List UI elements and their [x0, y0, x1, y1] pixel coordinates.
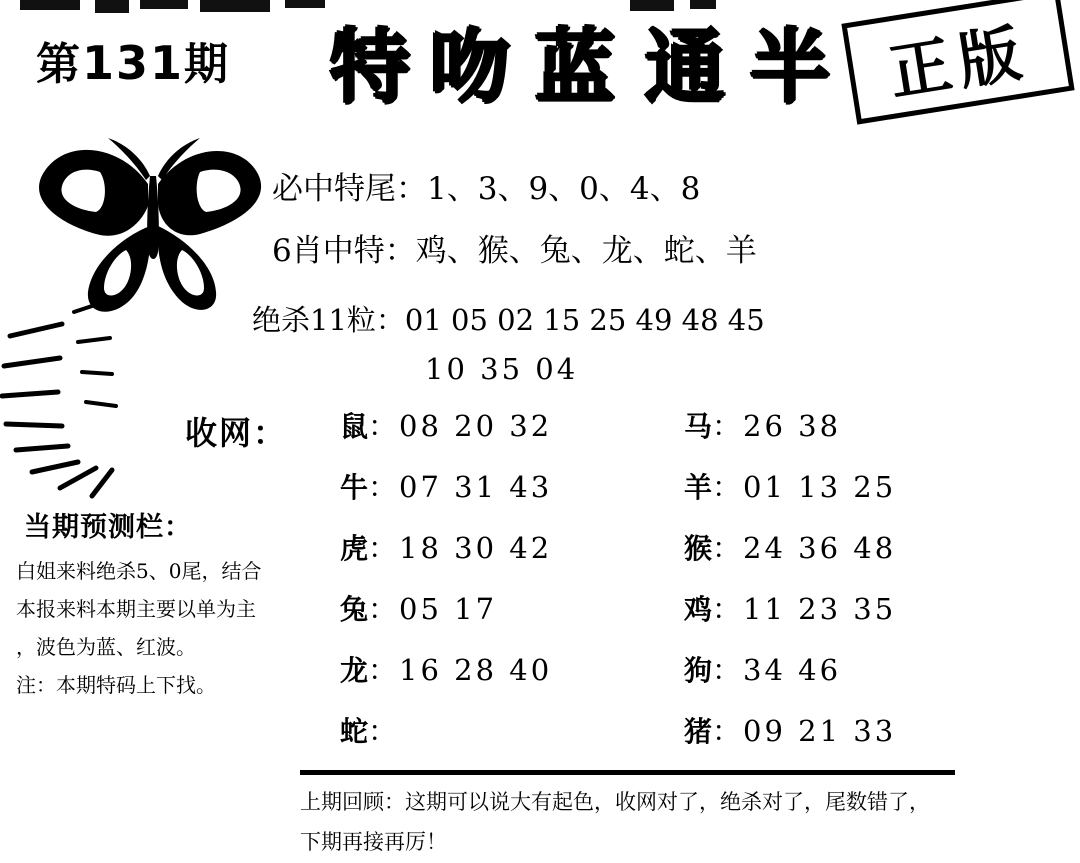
zodiac-name: 猪 [684, 715, 713, 748]
forecast-title: 当期预测栏： [24, 512, 192, 543]
table-row [340, 526, 980, 587]
zodiac-name: 牛 [340, 471, 369, 504]
zodiac-name: 猴 [684, 532, 713, 565]
zodiac-numbers: 16 28 40 [399, 653, 553, 687]
zodiac-colon: ： [368, 531, 398, 565]
six-zodiac-line [272, 225, 757, 270]
table-row [340, 709, 980, 770]
zodiac-numbers: 01 13 25 [743, 470, 897, 504]
review-line-1: 上期回顾：这期可以说大有起色，收网对了，绝杀对了，尾数错了， [300, 790, 930, 814]
zodiac-colon: ： [712, 714, 742, 748]
zodiac-entry-dog [636, 648, 980, 689]
review-line-2: 下期再接再厉！ [300, 830, 447, 854]
zodiac-colon: ： [368, 592, 398, 626]
zodiac-entry-snake [340, 709, 636, 750]
table-row [340, 648, 980, 709]
zodiac-colon: ： [712, 409, 742, 443]
six-zodiac-label: 6肖中特： [272, 233, 416, 269]
zodiac-entry-rooster [636, 587, 980, 628]
zodiac-entry-pig [636, 709, 980, 750]
forecast-body [16, 552, 302, 704]
zodiac-colon: ： [712, 592, 742, 626]
issue-number [36, 28, 230, 92]
zodiac-entry-monkey [636, 526, 980, 567]
horizontal-divider [300, 770, 955, 775]
zodiac-entry-ox [340, 465, 636, 506]
issue-label: 第 [36, 39, 82, 90]
zodiac-name: 龙 [340, 654, 369, 687]
previous-issue-review [300, 782, 1060, 862]
must-hit-tail-label: 必中特尾： [272, 171, 427, 207]
zodiac-numbers: 24 36 48 [743, 531, 897, 565]
zodiac-entry-goat [636, 465, 980, 506]
zodiac-colon: ： [368, 714, 398, 748]
masthead-char-4: 通 [645, 21, 725, 114]
zodiac-name: 虎 [340, 532, 369, 565]
zodiac-colon: ： [712, 470, 742, 504]
zodiac-entry-dragon [340, 648, 636, 689]
zodiac-colon: ： [368, 409, 398, 443]
masthead-char-5: 半 [750, 21, 830, 114]
zodiac-numbers: 18 30 42 [399, 531, 553, 565]
zodiac-colon: ： [368, 653, 398, 687]
table-row [340, 404, 980, 465]
zodiac-numbers: 11 23 35 [743, 592, 897, 626]
issue-value: 131 [82, 36, 185, 90]
zodiac-entry-rat [340, 404, 636, 445]
forecast-line-4: 注：本期特码上下找。 [16, 673, 216, 697]
zodiac-name: 马 [684, 410, 713, 443]
zodiac-name: 鼠 [340, 410, 369, 443]
zodiac-entry-horse [636, 404, 980, 445]
masthead-char-2: 吻 [430, 21, 510, 114]
masthead-char-1: 特 [330, 21, 410, 114]
kill-numbers-values-1: 01 05 02 15 25 49 48 45 [404, 303, 765, 337]
kill-numbers-values-2: 10 35 04 [425, 352, 579, 386]
zodiac-number-table [340, 404, 980, 770]
zodiac-name: 狗 [684, 654, 713, 687]
zodiac-name: 兔 [340, 593, 369, 626]
zodiac-colon: ： [712, 531, 742, 565]
zodiac-entry-rabbit [340, 587, 636, 628]
issue-suffix: 期 [184, 39, 231, 90]
zodiac-numbers: 05 17 [399, 592, 498, 626]
shouwang-label: 收网： [185, 414, 288, 452]
zodiac-numbers: 07 31 43 [399, 470, 553, 504]
zodiac-name: 蛇 [340, 715, 369, 748]
zodiac-colon: ： [368, 470, 398, 504]
table-row [340, 587, 980, 648]
kill-numbers-line [252, 298, 765, 339]
zodiac-numbers: 34 46 [743, 653, 842, 687]
forecast-line-2: 本报来料本期主要以单为主 [16, 597, 256, 621]
must-hit-tail-line [272, 163, 700, 208]
kill-numbers-label: 绝杀11粒： [252, 303, 405, 337]
kill-numbers-line-2 [425, 352, 578, 386]
zodiac-colon: ： [712, 653, 742, 687]
zodiac-numbers: 09 21 33 [743, 714, 897, 748]
table-row [340, 465, 980, 526]
forecast-line-1: 白姐来料绝杀5、0尾，结合 [16, 559, 262, 583]
authenticity-stamp: 正版 [841, 0, 1074, 125]
masthead-title [330, 18, 850, 128]
zodiac-name: 羊 [684, 471, 713, 504]
masthead-char-3: 蓝 [535, 21, 615, 114]
zodiac-name: 鸡 [684, 593, 713, 626]
zodiac-numbers: 26 38 [743, 409, 842, 443]
zodiac-entry-tiger [340, 526, 636, 567]
must-hit-tail-values: 1、3、9、0、4、8 [427, 171, 701, 207]
forecast-line-3: ，波色为蓝、红波。 [16, 635, 196, 659]
zodiac-numbers: 08 20 32 [399, 409, 553, 443]
six-zodiac-values: 鸡、猴、兔、龙、蛇、羊 [415, 233, 757, 269]
